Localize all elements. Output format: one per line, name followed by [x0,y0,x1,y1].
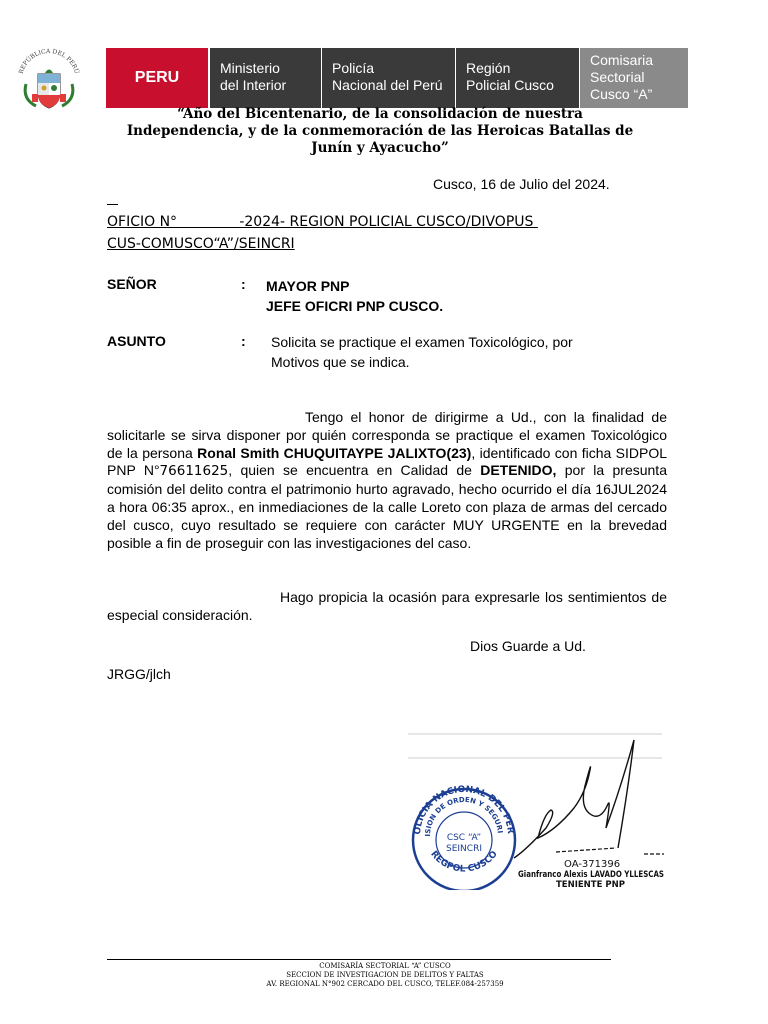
svg-text:REGPOL CUSCO: REGPOL CUSCO [428,849,500,875]
sidpol-number: 76611625 [159,463,229,480]
svg-text:REPÚBLICA DEL PERÚ: REPÚBLICA DEL PERÚ [17,47,81,75]
footer-line-1: COMISARÍA SECTORIAL “A” CUSCO [319,962,451,970]
peru-coat-of-arms-logo [14,44,84,114]
svg-text:DIVISION DE ORDEN Y SEGURIDAD: ISION DE ORDEN Y SEGURI [423,795,504,837]
asunto-colon: : [241,333,246,349]
closing-greeting: Dios Guarde a Ud. [470,638,586,654]
document-date: Cusco, 16 de Julio del 2024. [433,176,610,192]
peru-header-box: PERU [106,48,208,108]
asunto-text: Solicita se practique el examen Toxicológico, por Motivos que se indica. [271,334,573,370]
asunto-label: ASUNTO [107,333,166,349]
footer-line-3: AV. REGIONAL N°902 CERCADO DEL CUSCO, TELEF.084-257359 [266,980,504,988]
svg-text:CSC “A”: CSC “A” [446,833,482,843]
short-rule [107,204,118,205]
region-header-box: Región Policial Cusco [456,48,579,108]
detenido-status: DETENIDO, [480,462,557,479]
svg-text:OA-371396: OA-371396 [564,859,621,870]
oficio-number: OFICIO N° -2024- REGION POLICIAL CUSCO/DIVOPUS CUS-COMUSCO“A”/SEINCRI [107,214,538,252]
ministerio-header-box: Ministerio del Interior [210,48,321,108]
comisaria-header-box: Comisaria Sectorial Cusco “A” [580,48,688,108]
police-stamp [406,730,664,890]
body-paragraph-1: Tengo el honor de dirigirme a Ud., con la finalidad de solicitarle se sirva disponer por quién corresponda se practique el examen Toxicológico de la persona Ronal Smith CHUQUITAYPE JALIXTO(23), identificado con ficha SIDPOL PNP N°76611625, quien se encuentra en Calidad de DETENIDO, por la presunta comisión del delito contra el patrimonio hurto agravado, hecho ocurrido el día 16JUL2024 a hora 06:35 aprox., en inmediaciones de la calle Loreto con plaza de armas del cercado del cusco, cuyo resultado se requiere con carácter MUY URGENTE en la brevedad posible a fin de proseguir con las investigaciones del caso. [107,409,668,551]
footer-line-2: SECCION DE INVESTIGACION DE DELITOS Y FALTAS [286,971,484,979]
footer-rule [107,959,611,960]
svg-text:Gianfranco Alexis LAVADO YLLES: Gianfranco Alexis LAVADO YLLESCAS [518,870,664,880]
initials: JRGG/jlch [107,666,171,682]
signature-stamp-area [406,730,664,890]
senor-colon: : [241,276,246,292]
svg-text:POLICIA NACIONAL DEL PERU: OLICIA NACIONAL DEL PER [412,784,516,836]
year-motto: “Año del Bicentenario, de la consolidación de nuestra Independencia, y de la conmemoración de las Heroicas Batallas de Junín y Ayacucho” [126,106,634,156]
svg-text:SEINCRI: SEINCRI [446,844,482,854]
addressee: MAYOR PNP JEFE OFICRI PNP CUSCO. [266,278,444,314]
svg-text:TENIENTE PNP: TENIENTE PNP [556,880,625,890]
detainee-name: Ronal Smith CHUQUITAYPE JALIXTO(23) [197,444,472,461]
senor-label: SEÑOR [107,276,157,292]
body-paragraph-2: Hago propicia la ocasión para expresarle los sentimientos de especial consideración. [107,589,667,623]
policia-header-box: Policía Nacional del Perú [322,48,455,108]
